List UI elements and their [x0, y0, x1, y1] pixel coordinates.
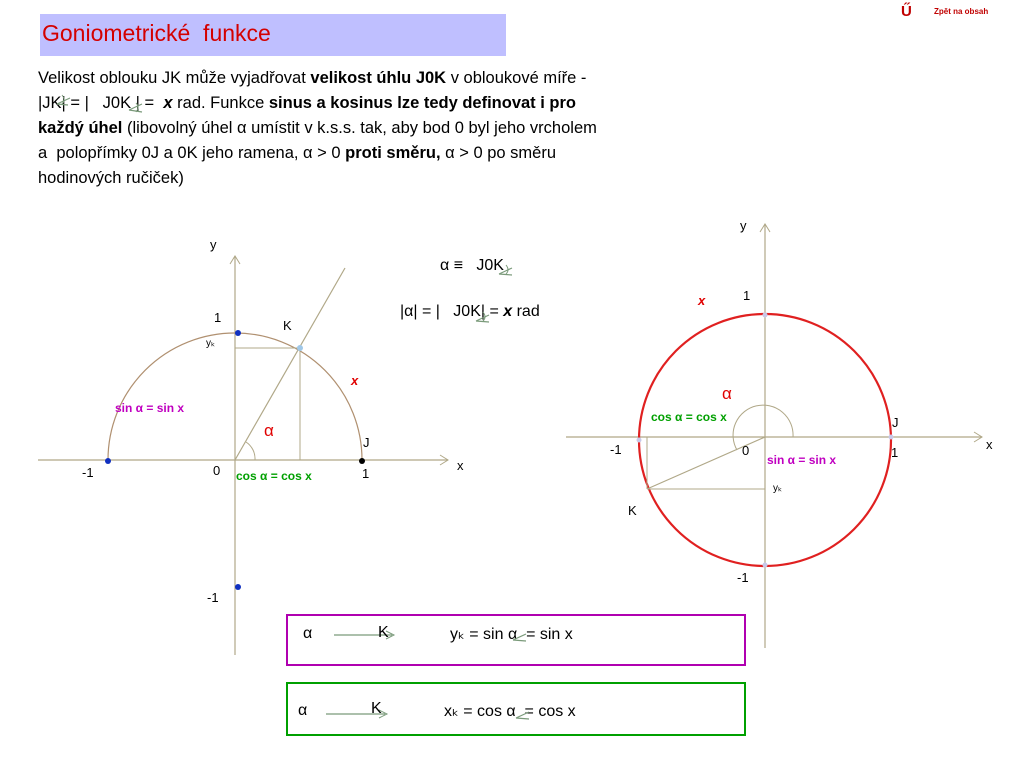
left-yk-label: yₖ	[206, 338, 216, 349]
left-tick-1-x: 1	[362, 466, 370, 481]
right-tick-minus1-y: -1	[737, 570, 749, 585]
right-origin-label: 0	[742, 443, 750, 458]
home-nav-icon[interactable]: Ű	[901, 3, 912, 20]
right-point-minus1-x	[637, 438, 642, 443]
alpha-abs-definition	[400, 303, 540, 321]
intro-text: v obloukové míře -	[446, 69, 587, 87]
intro-bold: velikost úhlu J0K	[310, 69, 447, 87]
left-diagram	[38, 256, 448, 655]
left-alpha-label: α	[264, 421, 274, 440]
left-x-axis-label: x	[457, 458, 464, 473]
right-point-1-y	[763, 313, 768, 318]
right-k-label: K	[628, 503, 637, 518]
right-point-minus1-y	[763, 563, 768, 568]
back-to-contents-link[interactable]: Zpět na obsah	[934, 7, 989, 16]
box1-k: K	[378, 624, 389, 641]
intro-bold: sinus a kosinus lze tedy definovat i pro	[268, 94, 577, 112]
abs-def-text: |α| = | J0K| =	[400, 303, 504, 320]
page-title: Goniometrické funkce	[42, 20, 271, 46]
left-ray-0k	[235, 268, 345, 460]
left-cos-label: cos α = cos x	[236, 469, 312, 483]
left-origin-label: 0	[213, 463, 221, 478]
right-tick-minus1-x: -1	[610, 442, 622, 457]
intro-text: a polopřímky 0J a 0K jeho ramena, α > 0	[38, 144, 346, 162]
intro-bold: proti směru,	[345, 144, 441, 162]
box2-k: K	[371, 700, 382, 717]
left-angle-arc	[246, 442, 255, 460]
right-y-axis-label: y	[740, 218, 747, 233]
intro-text: α > 0 po směru	[440, 144, 556, 162]
right-arc-x-label: x	[698, 293, 706, 308]
box1-alpha: α	[303, 625, 313, 642]
right-sin-label: sin α = sin x	[767, 453, 837, 467]
intro-text: (libovolný úhel α umístit v k.s.s. tak, aby bod 0 byl jeho vrcholem	[122, 119, 597, 137]
intro-text: rad. Funkce	[172, 94, 269, 112]
intro-text: Velikost oblouku JK může vyjadřovat	[38, 69, 311, 87]
right-j-label: J	[892, 415, 899, 430]
intro-text: hodinových ručiček)	[38, 169, 184, 187]
left-y-axis-label: y	[210, 237, 217, 252]
right-tick-1-x: 1	[891, 445, 899, 460]
box1-formula: yₖ = sin α = sin x	[450, 626, 573, 643]
left-arc-x-label: x	[351, 373, 359, 388]
left-point-1-y	[235, 330, 241, 336]
right-yk-label: yₖ	[773, 483, 783, 494]
left-tick-minus1-x: -1	[82, 465, 94, 480]
abs-def-x: x	[503, 303, 513, 320]
left-point-minus1-y	[235, 584, 241, 590]
left-k-label: K	[283, 318, 292, 333]
intro-x: x	[163, 94, 173, 112]
box2-alpha: α	[298, 702, 308, 719]
right-alpha-label: α	[722, 384, 732, 403]
left-j-label: J	[363, 435, 370, 450]
left-point-j	[359, 458, 365, 464]
left-tick-minus1-y: -1	[207, 590, 219, 605]
angle-arrow-icon	[512, 628, 528, 642]
right-point-j	[889, 435, 894, 440]
left-sin-label: sin α = sin x	[115, 401, 185, 415]
right-x-axis-label: x	[986, 437, 993, 452]
box2-formula: xₖ = cos α = cos x	[444, 703, 576, 720]
intro-bold: každý úhel	[38, 119, 123, 137]
left-point-k	[297, 345, 303, 351]
abs-def-rad: rad	[512, 303, 540, 320]
angle-arrow-icon	[475, 309, 491, 323]
right-tick-1-y: 1	[743, 288, 751, 303]
right-cos-label: cos α = cos x	[651, 410, 727, 424]
angle-arrow-icon	[515, 706, 531, 720]
alpha-definition: α ≡ J0K	[440, 257, 504, 274]
intro-text: |JK| = | J0K | =	[38, 94, 164, 112]
left-point-minus1-x	[105, 458, 111, 464]
right-diagram	[566, 224, 982, 648]
angle-arrow-icon	[498, 262, 514, 276]
left-tick-1-y: 1	[214, 310, 222, 325]
